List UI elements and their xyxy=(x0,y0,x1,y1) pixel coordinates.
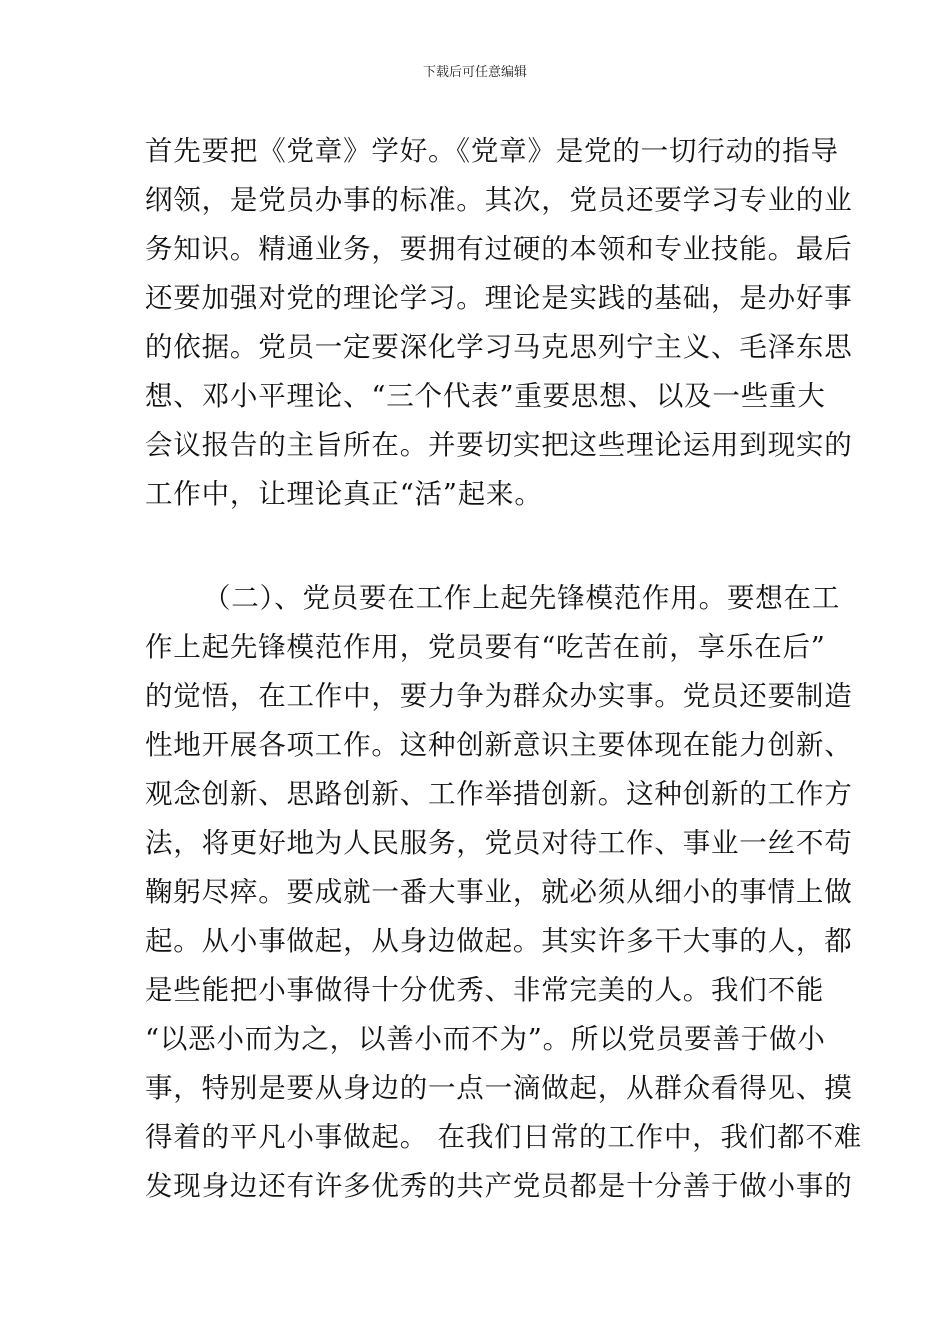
text-line: 工作中，让理论真正“活”起来。 xyxy=(145,478,543,510)
text-line: 务知识。精通业务，要拥有过硬的本领和专业技能。最后 xyxy=(145,233,853,265)
text-line: 发现身边还有许多优秀的共产党员都是十分善于做小事的 xyxy=(145,1170,853,1202)
text-line: 法，将更好地为人民服务，党员对待工作、事业一丝不苟 xyxy=(145,827,853,859)
text-line: 作上起先锋模范作用，党员要有“吃苦在前，享乐在后” xyxy=(145,631,826,663)
text-line: 想、邓小平理论、“三个代表”重要思想、以及一些重大 xyxy=(145,380,826,412)
text-line: 观念创新、思路创新、工作举措创新。这种创新的工作方 xyxy=(145,778,853,810)
text-line-first-indented: （二）、党员要在工作上起先锋模范作用。要想在工 xyxy=(203,582,841,614)
text-line: 鞠躬尽瘁。要成就一番大事业，就必须从细小的事情上做 xyxy=(145,876,853,908)
page-header-note: 下载后可任意编辑 xyxy=(422,65,527,80)
text-line: 首先要把《党章》学好。《党章》是党的一切行动的指导 xyxy=(145,135,839,167)
text-line: 的依据。党员一定要深化学习马克思列宁主义、毛泽东思 xyxy=(145,331,853,363)
text-line: 起。从小事做起，从身边做起。其实许多干大事的人，都 xyxy=(145,925,853,957)
text-line: 还要加强对党的理论学习。理论是实践的基础，是办好事 xyxy=(145,282,853,314)
text-line: 纲领，是党员办事的标准。其次，党员还要学习专业的业 xyxy=(145,184,853,216)
paragraph-1 xyxy=(145,127,853,519)
text-line: 得着的平凡小事做起。 在我们日常的工作中，我们都不难 xyxy=(145,1121,863,1153)
text-line: 会议报告的主旨所在。并要切实把这些理论运用到现实的 xyxy=(145,429,853,461)
text-line: “以恶小而为之，以善小而不为”。所以党员要善于做小 xyxy=(145,1023,826,1055)
text-line: 性地开展各项工作。这种创新意识主要体现在能力创新、 xyxy=(145,729,853,761)
text-line: 事，特别是要从身边的一点一滴做起，从群众看得见、摸 xyxy=(145,1072,853,1104)
text-line: 是些能把小事做得十分优秀、非常完美的人。我们不能 xyxy=(145,974,825,1006)
paragraph-2 xyxy=(145,574,863,1211)
text-line: 的觉悟，在工作中，要力争为群众办实事。党员还要制造 xyxy=(145,680,853,712)
